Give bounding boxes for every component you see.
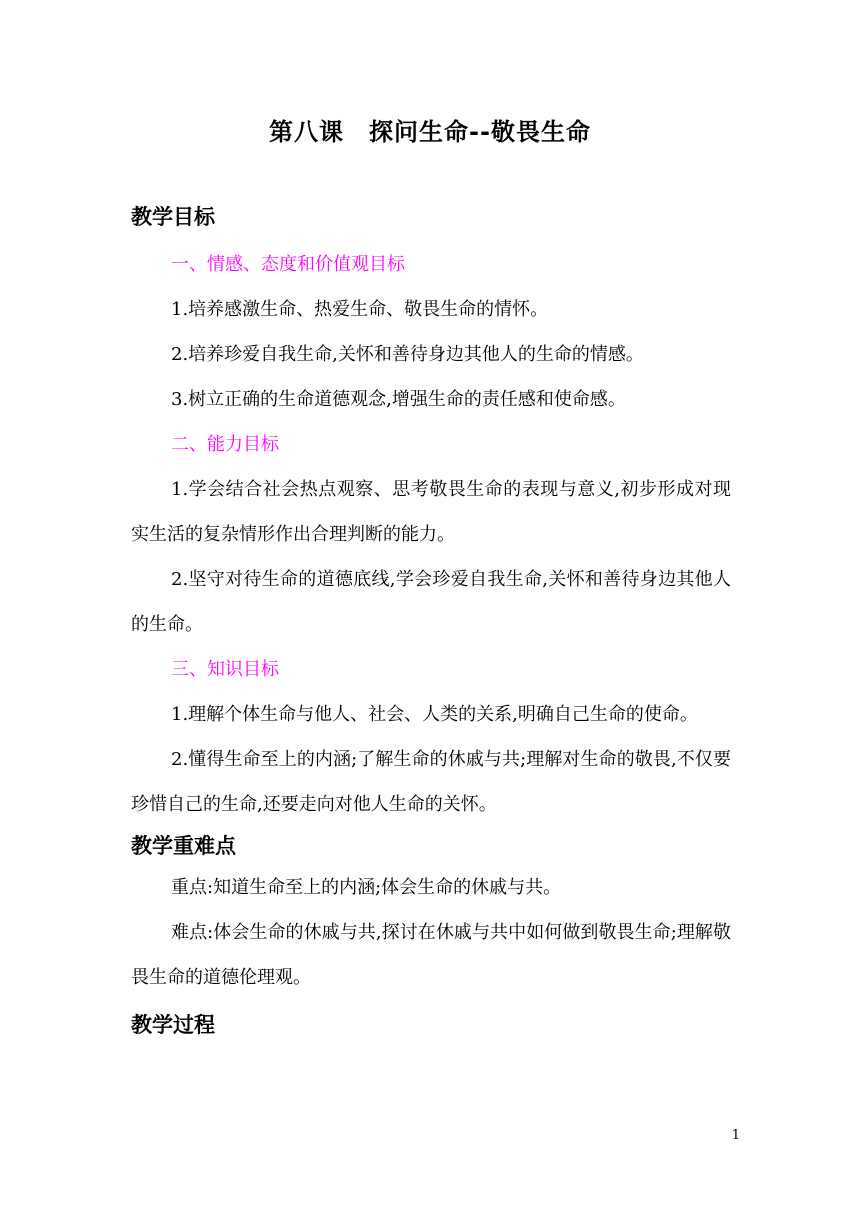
paragraph: 2.培养珍爱自我生命,关怀和善待身边其他人的生命的情感。 xyxy=(171,344,644,365)
section-heading-process: 教学过程 xyxy=(131,1013,215,1037)
paragraph: 2.坚守对待生命的道德底线,学会珍爱自我生命,关怀和善待身边其他人的生命。 xyxy=(131,569,731,635)
section-heading-objectives: 教学目标 xyxy=(131,205,215,229)
paragraph: 重点:知道生命至上的内涵;体会生命的休戚与共。 xyxy=(171,877,562,898)
paragraph: 1.培养感激生命、热爱生命、敬畏生命的情怀。 xyxy=(171,299,549,320)
subheading-ability-goals: 二、能力目标 xyxy=(171,434,279,455)
paragraph: 难点:体会生命的休戚与共,探讨在休戚与共中如何做到敬畏生命;理解敬畏生命的道德伦理观。 xyxy=(131,922,731,988)
page-title: 第八课 探问生命--敬畏生命 xyxy=(269,118,591,146)
subheading-emotion-goals: 一、情感、态度和价值观目标 xyxy=(171,254,405,275)
paragraph: 2.懂得生命至上的内涵;了解生命的休戚与共;理解对生命的敬畏,不仅要珍惜自己的生命,还要走向对他人生命的关怀。 xyxy=(131,749,731,815)
paragraph: 1.理解个体生命与他人、社会、人类的关系,明确自己生命的使命。 xyxy=(171,704,698,725)
paragraph: 3.树立正确的生命道德观念,增强生命的责任感和使命感。 xyxy=(171,389,626,410)
section-heading-keypoints: 教学重难点 xyxy=(131,834,236,858)
page-number: 1 xyxy=(731,1128,740,1143)
paragraph: 1.学会结合社会热点观察、思考敬畏生命的表现与意义,初步形成对现实生活的复杂情形作出合理判断的能力。 xyxy=(131,479,731,545)
subheading-knowledge-goals: 三、知识目标 xyxy=(171,659,279,680)
document-body xyxy=(131,198,731,1044)
